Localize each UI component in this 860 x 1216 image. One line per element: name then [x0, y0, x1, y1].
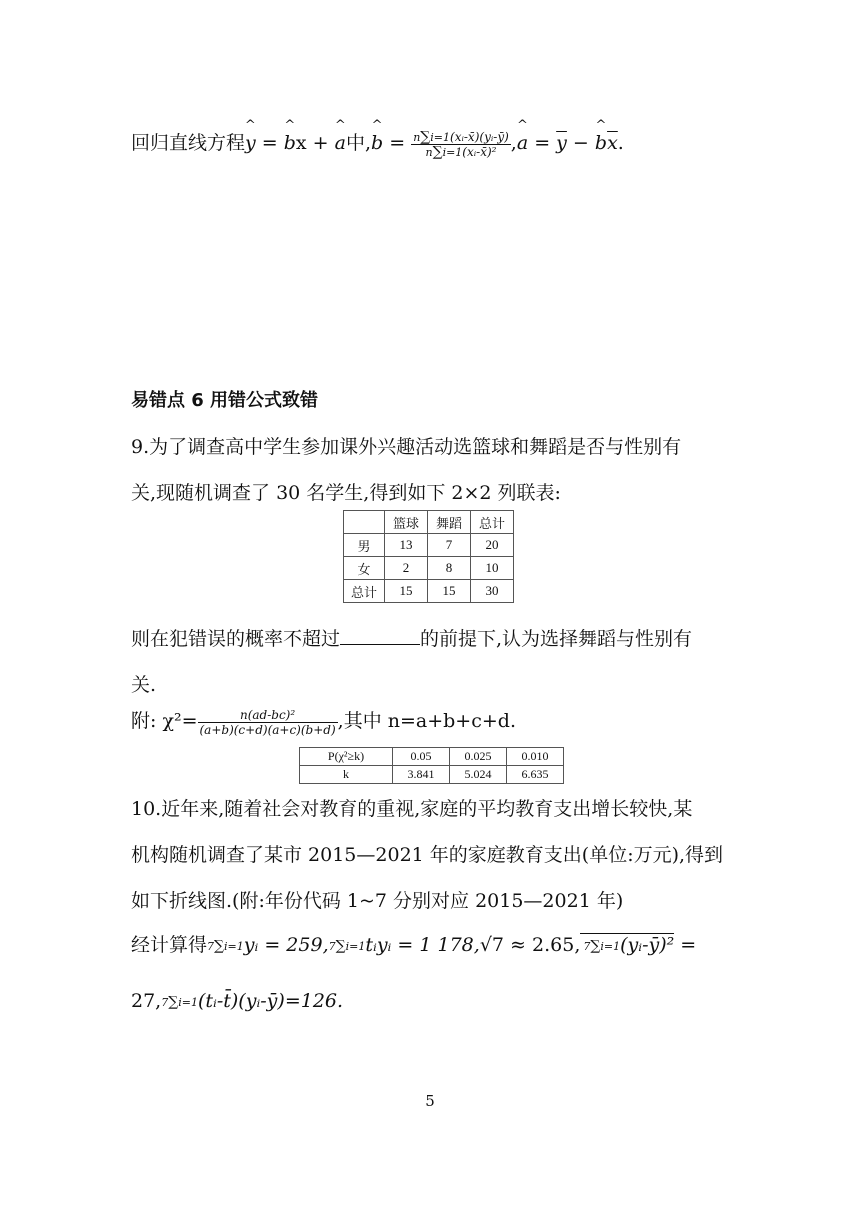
a-hat: ^ a	[335, 132, 346, 154]
table-cell: 男	[344, 534, 385, 557]
approx-value: ≈ 2.65,	[504, 934, 581, 956]
table-cell: 3.841	[393, 766, 450, 784]
regression-formula	[131, 128, 624, 159]
x-plus: x +	[295, 132, 335, 154]
table-row	[344, 534, 514, 557]
table-cell: 7	[428, 534, 471, 557]
value-27: 27,	[131, 990, 162, 1012]
minus: −	[566, 132, 595, 154]
y-hat: ^ y	[245, 132, 256, 154]
problem10-line1: 10.近年来,随着社会对教育的重视,家庭的平均教育支出增长较快,某	[131, 798, 693, 820]
table-cell: 总计	[344, 580, 385, 603]
sum-symbol: n∑i=1	[413, 129, 451, 145]
table-cell: 0.010	[507, 748, 564, 766]
period: .	[617, 132, 624, 154]
table-row	[344, 557, 514, 580]
critical-value-table	[299, 747, 564, 784]
table-cell: 8	[428, 557, 471, 580]
table-cell: 20	[471, 534, 514, 557]
equals: =	[255, 132, 284, 154]
b-hat-2: ^ b	[595, 132, 607, 154]
problem10-line2: 机构随机调查了某市 2015—2021 年的家庭教育支出(单位:万元),得到	[131, 844, 724, 866]
problem10-last-line	[131, 990, 343, 1012]
problem10-calc-line	[131, 930, 696, 957]
page-number: 5	[425, 1092, 435, 1110]
table-row	[344, 580, 514, 603]
table-cell: 30	[471, 580, 514, 603]
appendix-label: 附: χ²=	[131, 710, 198, 732]
regression-prefix: 回归直线方程	[131, 132, 246, 154]
table-cell: 10	[471, 557, 514, 580]
table-cell: 5.024	[450, 766, 507, 784]
table-cell: 0.05	[393, 748, 450, 766]
table-cell: 15	[385, 580, 428, 603]
problem9-line2: 关,现随机调查了 30 名学生,得到如下 2×2 列联表:	[131, 482, 561, 504]
equals: =	[383, 132, 412, 154]
comma: ,	[510, 132, 517, 154]
y-bar: $\overline{y}$	[556, 132, 567, 154]
sqrt-seven: √7	[479, 934, 505, 956]
table-cell: 13	[385, 534, 428, 557]
b-hat: ^ b	[284, 132, 296, 154]
chi-square-formula	[131, 706, 516, 737]
equals: =	[674, 934, 697, 956]
sum-symbol: 7∑i=1	[328, 938, 366, 954]
chi-numerator: n(ad-bc)²	[198, 708, 338, 723]
table-cell: P(χ²≥k)	[300, 748, 393, 766]
sum-ty-expr: (tᵢ-t̄)(yᵢ-ȳ)=126.	[197, 990, 344, 1012]
table-cell: 女	[344, 557, 385, 580]
table-row	[300, 748, 564, 766]
problem9-line4: 关.	[131, 674, 157, 696]
table-cell: k	[300, 766, 393, 784]
sum-symbol: 7∑i=1	[583, 938, 621, 954]
line3-post: 的前提下,认为选择舞蹈与性别有	[420, 628, 693, 650]
b-fraction	[411, 130, 511, 159]
table-cell: 篮球	[385, 511, 428, 534]
section-heading: 易错点 6 用错公式致错	[131, 390, 319, 411]
table-cell: 6.635	[507, 766, 564, 784]
sum-symbol: 7∑i=1	[161, 994, 198, 1010]
table-cell: 总计	[471, 511, 514, 534]
equals: =	[528, 132, 557, 154]
answer-blank[interactable]	[340, 626, 420, 645]
line3-pre: 则在犯错误的概率不超过	[131, 628, 341, 650]
table-header-row	[344, 511, 514, 534]
appendix-tail: ,其中 n=a+b+c+d.	[337, 710, 516, 732]
table-cell	[344, 511, 385, 534]
chi-fraction	[198, 708, 338, 737]
problem10-line3: 如下折线图.(附:年份代码 1~7 分别对应 2015—2021 年)	[131, 890, 624, 912]
sqrt-inner: (yᵢ-ȳ)²	[620, 934, 675, 956]
middle-text: 中,	[345, 132, 372, 154]
sum-symbol: n∑i=1	[425, 144, 463, 160]
b-numerator: (xᵢ-x̄)(yᵢ-ȳ)	[450, 129, 509, 144]
b-denominator: (xᵢ-x̄)²	[462, 144, 497, 159]
contingency-table	[343, 510, 514, 603]
x-bar: $\overline{x}$	[607, 132, 618, 154]
calc-prefix: 经计算得	[131, 934, 208, 956]
problem9-line3	[131, 624, 692, 651]
sum-y: yᵢ = 259,	[243, 934, 329, 956]
chi-denominator: (a+b)(c+d)(a+c)(b+d)	[199, 722, 336, 737]
sum-symbol: 7∑i=1	[207, 938, 244, 954]
sum-ty: tᵢyᵢ = 1 178,	[365, 934, 480, 956]
a-hat-def: ^ a	[517, 132, 528, 154]
problem9-line1: 9.为了调查高中学生参加课外兴趣活动选篮球和舞蹈是否与性别有	[131, 436, 682, 458]
table-cell: 15	[428, 580, 471, 603]
b-hat-def: ^ b	[371, 132, 383, 154]
table-row	[300, 766, 564, 784]
table-cell: 舞蹈	[428, 511, 471, 534]
table-cell: 2	[385, 557, 428, 580]
sqrt-expression	[580, 933, 674, 956]
table-cell: 0.025	[450, 748, 507, 766]
